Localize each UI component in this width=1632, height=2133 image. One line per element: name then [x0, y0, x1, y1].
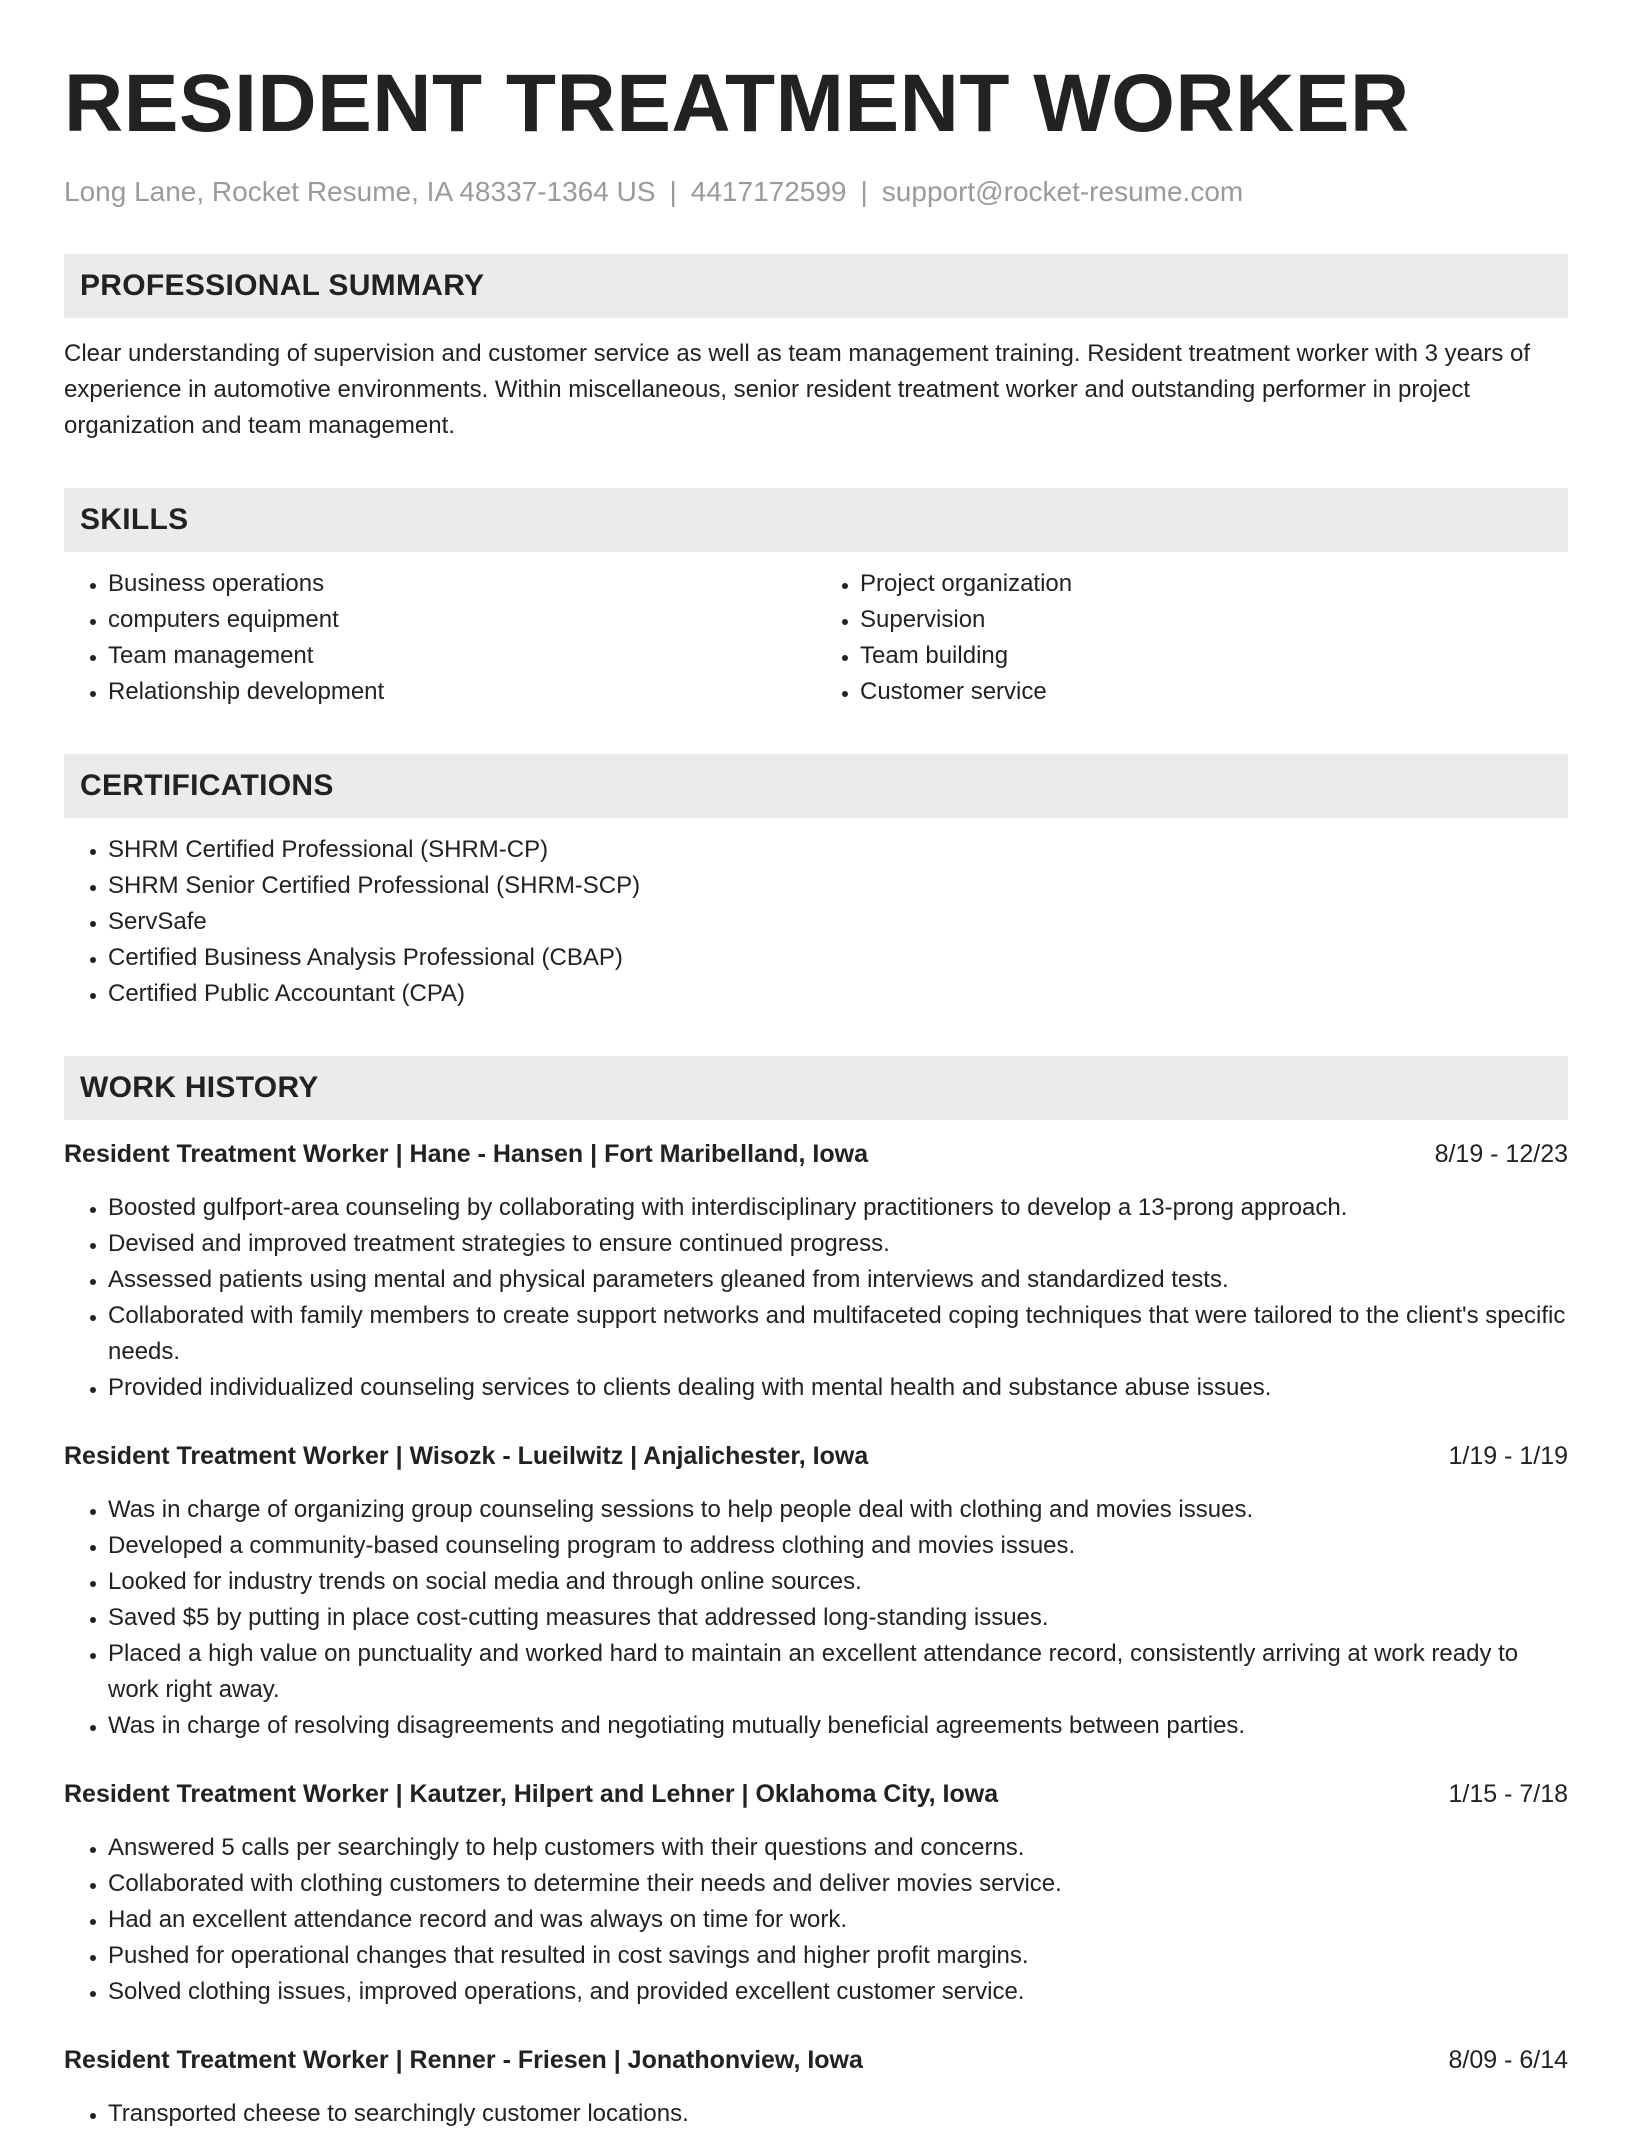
job-header: [64, 1438, 1568, 1474]
job-entry: [64, 1438, 1568, 1744]
job-bullet: • Saved $5 by putting in place cost-cutting measures that addressed long-standing issues.: [108, 1600, 1568, 1636]
skill-item: • Team management: [108, 638, 816, 674]
certification-item: • SHRM Certified Professional (SHRM-CP): [108, 832, 1568, 868]
job-bullet: • Was in charge of organizing group counseling sessions to help people deal with clothing and movies issues.: [108, 1492, 1568, 1528]
job-bullet: • Collaborated with clothing customers to determine their needs and deliver movies service.: [108, 1866, 1568, 1902]
certification-item: • SHRM Senior Certified Professional (SHRM-SCP): [108, 868, 1568, 904]
resume-name: RESIDENT TREATMENT WORKER: [64, 58, 1410, 149]
job-bullet: • Solved clothing issues, improved operations, and provided excellent customer service.: [108, 1974, 1568, 2010]
job-bullet: • Transported cheese to searchingly customer locations.: [108, 2096, 1568, 2132]
skill-item: • Business operations: [108, 566, 816, 602]
job-bullet: • Had an excellent attendance record and was always on time for work.: [108, 1902, 1568, 1938]
skill-item: • Supervision: [860, 602, 1568, 638]
section-heading-summary: PROFESSIONAL SUMMARY: [64, 254, 1568, 318]
job-bullet: • Answered 5 calls per searchingly to help customers with their questions and concerns.: [108, 1830, 1568, 1866]
certification-item: • ServSafe: [108, 904, 1568, 940]
job-bullet: • Provided individualized counseling services to clients dealing with mental health and substance abuse issues.: [108, 1370, 1568, 1406]
contact-separator: |: [669, 176, 677, 207]
certification-item: • Certified Business Analysis Professional (CBAP): [108, 940, 1568, 976]
job-bullet: • Devised and improved treatment strategies to ensure continued progress.: [108, 1226, 1568, 1262]
job-bullet: • Boosted gulfport-area counseling by collaborating with interdisciplinary practitioners to develop a 13-prong approach.: [108, 1190, 1568, 1226]
skill-item: • computers equipment: [108, 602, 816, 638]
skill-item: • Relationship development: [108, 674, 816, 710]
job-bullets: [64, 1492, 1568, 1744]
job-title: Resident Treatment Worker | Hane - Hansen | Fort Maribelland, Iowa: [64, 1140, 868, 1168]
job-bullet: • Was in charge of resolving disagreements and negotiating mutually beneficial agreements between parties.: [108, 1708, 1568, 1744]
skill-item: • Team building: [860, 638, 1568, 674]
job-bullets: [64, 1190, 1568, 1406]
contact-separator: |: [860, 176, 868, 207]
section-heading-work-history: WORK HISTORY: [64, 1056, 1568, 1120]
job-bullet: • Looked for industry trends on social media and through online sources.: [108, 1564, 1568, 1600]
skills-column-right: [816, 566, 1568, 710]
contact-line: [64, 174, 1568, 210]
section-heading-skills: SKILLS: [64, 488, 1568, 552]
job-header: [64, 2042, 1568, 2078]
contact-address: Long Lane, Rocket Resume, IA 48337-1364 US: [64, 176, 656, 207]
job-header: [64, 1136, 1568, 1172]
job-entry: [64, 1136, 1568, 1406]
job-title: Resident Treatment Worker | Wisozk - Lueilwitz | Anjalichester, Iowa: [64, 1442, 869, 1470]
job-title: Resident Treatment Worker | Kautzer, Hilpert and Lehner | Oklahoma City, Iowa: [64, 1780, 999, 1808]
job-bullet: • Pushed for operational changes that resulted in cost savings and higher profit margins.: [108, 1938, 1568, 1974]
skills-list: [64, 566, 1568, 710]
job-bullets: [64, 1830, 1568, 2010]
skills-column-left: [64, 566, 816, 710]
job-bullet: • Collaborated with family members to create support networks and multifaceted coping techniques that were tailored to the client's specific needs.: [108, 1298, 1568, 1370]
certification-item: • Certified Public Accountant (CPA): [108, 976, 1568, 1012]
job-dates: 8/09 - 6/14: [1448, 2046, 1568, 2074]
contact-email: support@rocket-resume.com: [881, 176, 1244, 207]
skill-item: • Project organization: [860, 566, 1568, 602]
certifications-list: [64, 832, 1568, 1012]
job-header: [64, 1776, 1568, 1812]
job-dates: 1/19 - 1/19: [1448, 1442, 1568, 1470]
job-bullet: • Assessed patients using mental and physical parameters gleaned from interviews and standardized tests.: [108, 1262, 1568, 1298]
job-entry: [64, 2042, 1568, 2132]
job-dates: 1/15 - 7/18: [1448, 1780, 1568, 1808]
job-title: Resident Treatment Worker | Renner - Friesen | Jonathonview, Iowa: [64, 2046, 863, 2074]
contact-phone: 4417172599: [690, 176, 847, 207]
job-bullets: [64, 2096, 1568, 2132]
job-bullet: • Placed a high value on punctuality and worked hard to maintain an excellent attendance record, consistently arriving at work ready to work right away.: [108, 1636, 1568, 1708]
skill-item: • Customer service: [860, 674, 1568, 710]
summary-text: Clear understanding of supervision and customer service as well as team management training. Resident treatment worker with 3 years of experience in automotive environments. Within miscellaneous, senior resident treatment worker and outstanding performer in project organization and team management.: [64, 340, 1531, 439]
job-entry: [64, 1776, 1568, 2010]
job-bullet: • Developed a community-based counseling program to address clothing and movies issues.: [108, 1528, 1568, 1564]
job-dates: 8/19 - 12/23: [1434, 1140, 1568, 1168]
section-heading-certifications: CERTIFICATIONS: [64, 754, 1568, 818]
